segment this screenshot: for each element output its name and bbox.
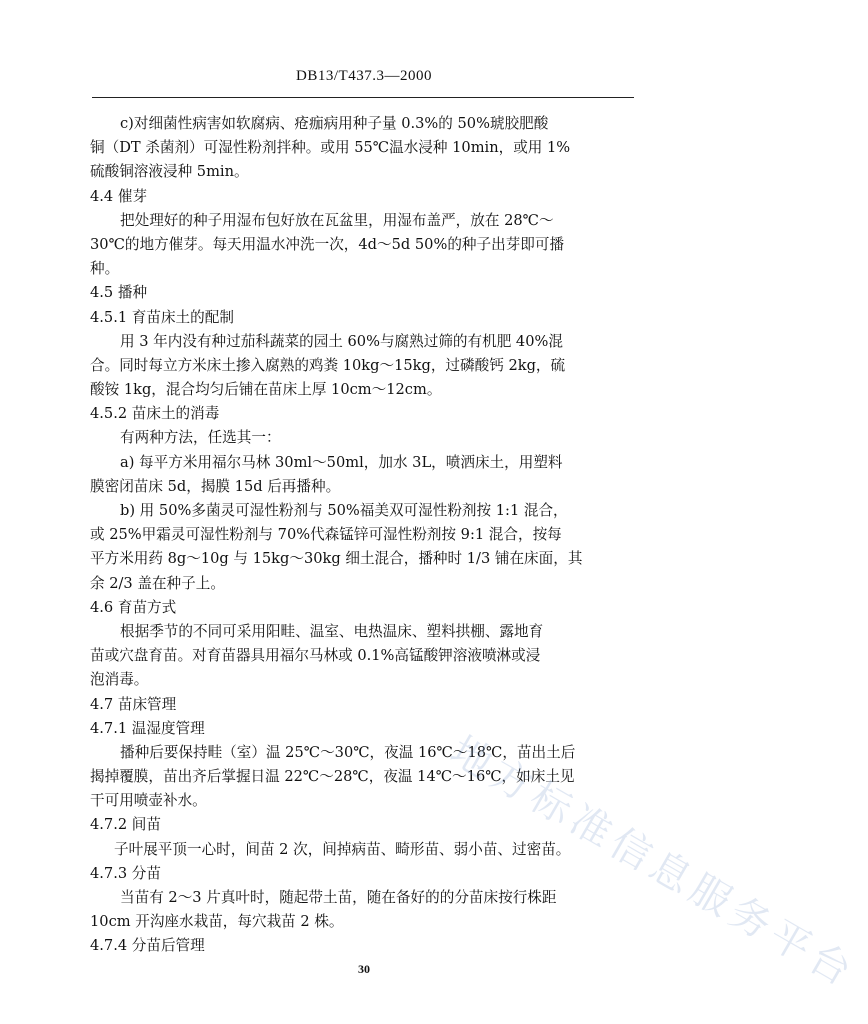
- text-line: 4.5.1 育苗床土的配制: [90, 308, 234, 326]
- header-rule: [92, 97, 634, 98]
- text-line: 用 3 年内没有种过茄科蔬菜的园土 60%与腐熟过筛的有机肥 40%混: [120, 332, 563, 350]
- text-line: 10cm 开沟座水栽苗，每穴栽苗 2 株。: [90, 913, 344, 931]
- document-body: [90, 112, 652, 959]
- text-line: 合。同时每立方米床土掺入腐熟的鸡粪 10kg～15kg，过磷酸钙 2kg，硫: [90, 356, 566, 374]
- text-line: 揭掉覆膜，苗出齐后掌握日温 22℃～28℃，夜温 14℃～16℃，如床土见: [90, 768, 575, 786]
- text-line: 或 25%甲霜灵可湿性粉剂与 70%代森锰锌可湿性粉剂按 9:1 混合，按每: [90, 526, 562, 544]
- text-line: 4.6 育苗方式: [90, 598, 177, 616]
- text-line: 铜（DT 杀菌剂）可湿性粉剂拌种。或用 55℃温水浸种 10min，或用 1%: [90, 139, 571, 157]
- text-line: 4.7.1 温湿度管理: [90, 719, 205, 737]
- text-line: 泡消毒。: [90, 671, 149, 689]
- text-line: 子叶展平顶一心时，间苗 2 次，间掉病苗、畸形苗、弱小苗、过密苗。: [114, 840, 571, 858]
- text-line: c)对细菌性病害如软腐病、疮痂病用种子量 0.3%的 50%琥胶肥酸: [120, 115, 549, 132]
- text-line: 30℃的地方催芽。每天用温水冲洗一次，4d～5d 50%的种子出芽即可播: [90, 235, 565, 253]
- document-header: DB13/T437.3—2000: [296, 68, 432, 84]
- text-line: 4.7 苗床管理: [90, 695, 177, 713]
- text-line: 硫酸铜溶液浸种 5min。: [90, 163, 249, 181]
- text-line: 酸铵 1kg，混合均匀后铺在苗床上厚 10cm～12cm。: [90, 381, 442, 399]
- text-line: b) 用 50%多菌灵可湿性粉剂与 50%福美双可湿性粉剂按 1:1 混合，: [120, 502, 568, 519]
- text-line: 种。: [90, 260, 120, 278]
- text-line: 有两种方法，任选其一：: [120, 429, 281, 447]
- text-line: 苗或穴盘育苗。对育苗器具用福尔马林或 0.1%高锰酸钾溶液喷淋或浸: [90, 647, 541, 665]
- watermark-text: 地方标准信息服务平台: [442, 727, 864, 998]
- text-line: 把处理好的种子用湿布包好放在瓦盆里，用湿布盖严，放在 28℃～: [120, 211, 554, 229]
- text-line: 4.4 催芽: [90, 187, 148, 205]
- text-line: 4.5.2 苗床土的消毒: [90, 405, 220, 423]
- text-line: 根据季节的不同可采用阳畦、温室、电热温床、塑料拱棚、露地育: [120, 622, 544, 640]
- text-line: 4.7.4 分苗后管理: [90, 937, 205, 955]
- text-line: 当苗有 2～3 片真叶时，随起带土苗，随在备好的的分苗床按行株距: [120, 889, 557, 906]
- text-line: 4.7.3 分苗: [90, 864, 161, 882]
- text-line: a) 每平方米用福尔马林 30ml～50ml，加水 3L，喷洒床土，用塑料: [120, 453, 563, 471]
- text-line: 平方米用药 8g～10g 与 15kg～30kg 细土混合，播种时 1/3 铺在床面，其: [90, 550, 583, 568]
- text-line: 4.5 播种: [90, 284, 148, 302]
- text-line: 4.7.2 间苗: [90, 816, 161, 834]
- text-line: 干可用喷壶补水。: [90, 792, 207, 810]
- text-line: 膜密闭苗床 5d，揭膜 15d 后再播种。: [90, 477, 341, 495]
- text-line: 余 2/3 盖在种子上。: [90, 574, 225, 592]
- page-number: 30: [358, 962, 370, 976]
- text-line: 播种后要保持畦（室）温 25℃～30℃，夜温 16℃～18℃，苗出土后: [120, 743, 576, 761]
